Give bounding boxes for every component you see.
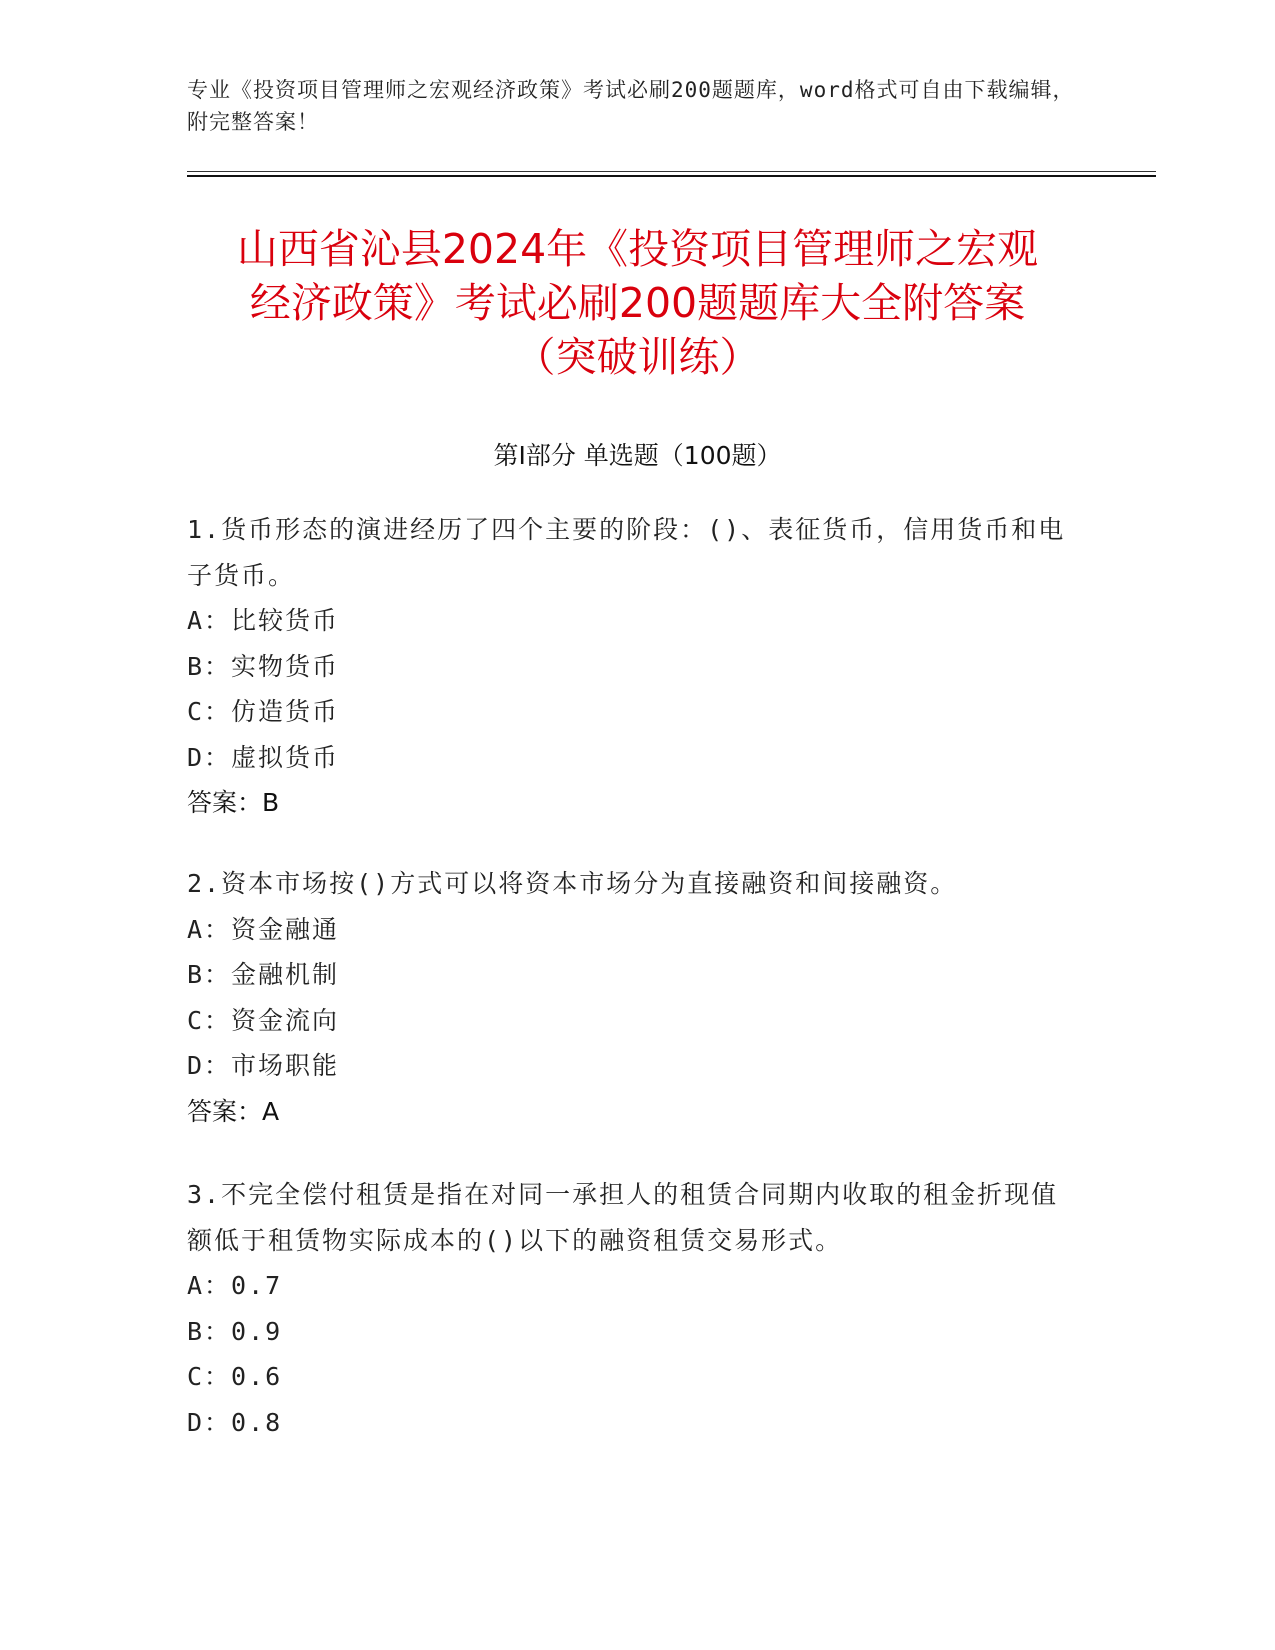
- answer-line: 答案：B: [187, 788, 280, 817]
- header-note: 专业《投资项目管理师之宏观经济政策》考试必刷200题题库，word格式可自由下载编辑，附完整答案！: [187, 78, 1075, 134]
- option-c: C：0.6: [187, 1362, 283, 1391]
- question-stem: 1.货币形态的演进经历了四个主要的阶段：()、表征货币，信用货币和电子货币。: [187, 515, 1066, 590]
- option-b: B：金融机制: [187, 960, 340, 989]
- question-2: [187, 861, 1067, 1134]
- question-3: [187, 1172, 1067, 1445]
- option-b: B：实物货币: [187, 651, 340, 681]
- option-a: A：比较货币: [187, 606, 340, 635]
- option-a: A：0.7: [187, 1271, 283, 1300]
- option-c: C：仿造货币: [187, 697, 340, 726]
- title-line-2: 经济政策》考试必刷200题题库大全附答案: [249, 279, 1026, 327]
- option-c: C：资金流向: [187, 1005, 340, 1035]
- question-stem: 3.不完全偿付租赁是指在对同一承担人的租赁合同期内收取的租金折现值额低于租赁物实际成本的()以下的融资租赁交易形式。: [187, 1180, 1059, 1255]
- question-stem: 2.资本市场按()方式可以将资本市场分为直接融资和间接融资。: [187, 869, 958, 898]
- header-rule-bottom: [187, 175, 1156, 177]
- document-title: [150, 222, 1125, 384]
- option-d: D：市场职能: [187, 1051, 340, 1080]
- option-a: A：资金融通: [187, 914, 340, 944]
- option-b: B：0.9: [187, 1316, 283, 1346]
- section-title: 第Ⅰ部分 单选题（100题）: [493, 441, 782, 470]
- title-line-1: 山西省沁县2024年《投资项目管理师之宏观: [236, 225, 1039, 273]
- title-line-3: （突破训练）: [514, 333, 761, 381]
- option-d: D：虚拟货币: [187, 742, 340, 772]
- header-rule-top: [187, 171, 1156, 172]
- answer-line: 答案：A: [187, 1096, 280, 1126]
- option-d: D：0.8: [187, 1407, 283, 1437]
- question-1: [187, 507, 1067, 826]
